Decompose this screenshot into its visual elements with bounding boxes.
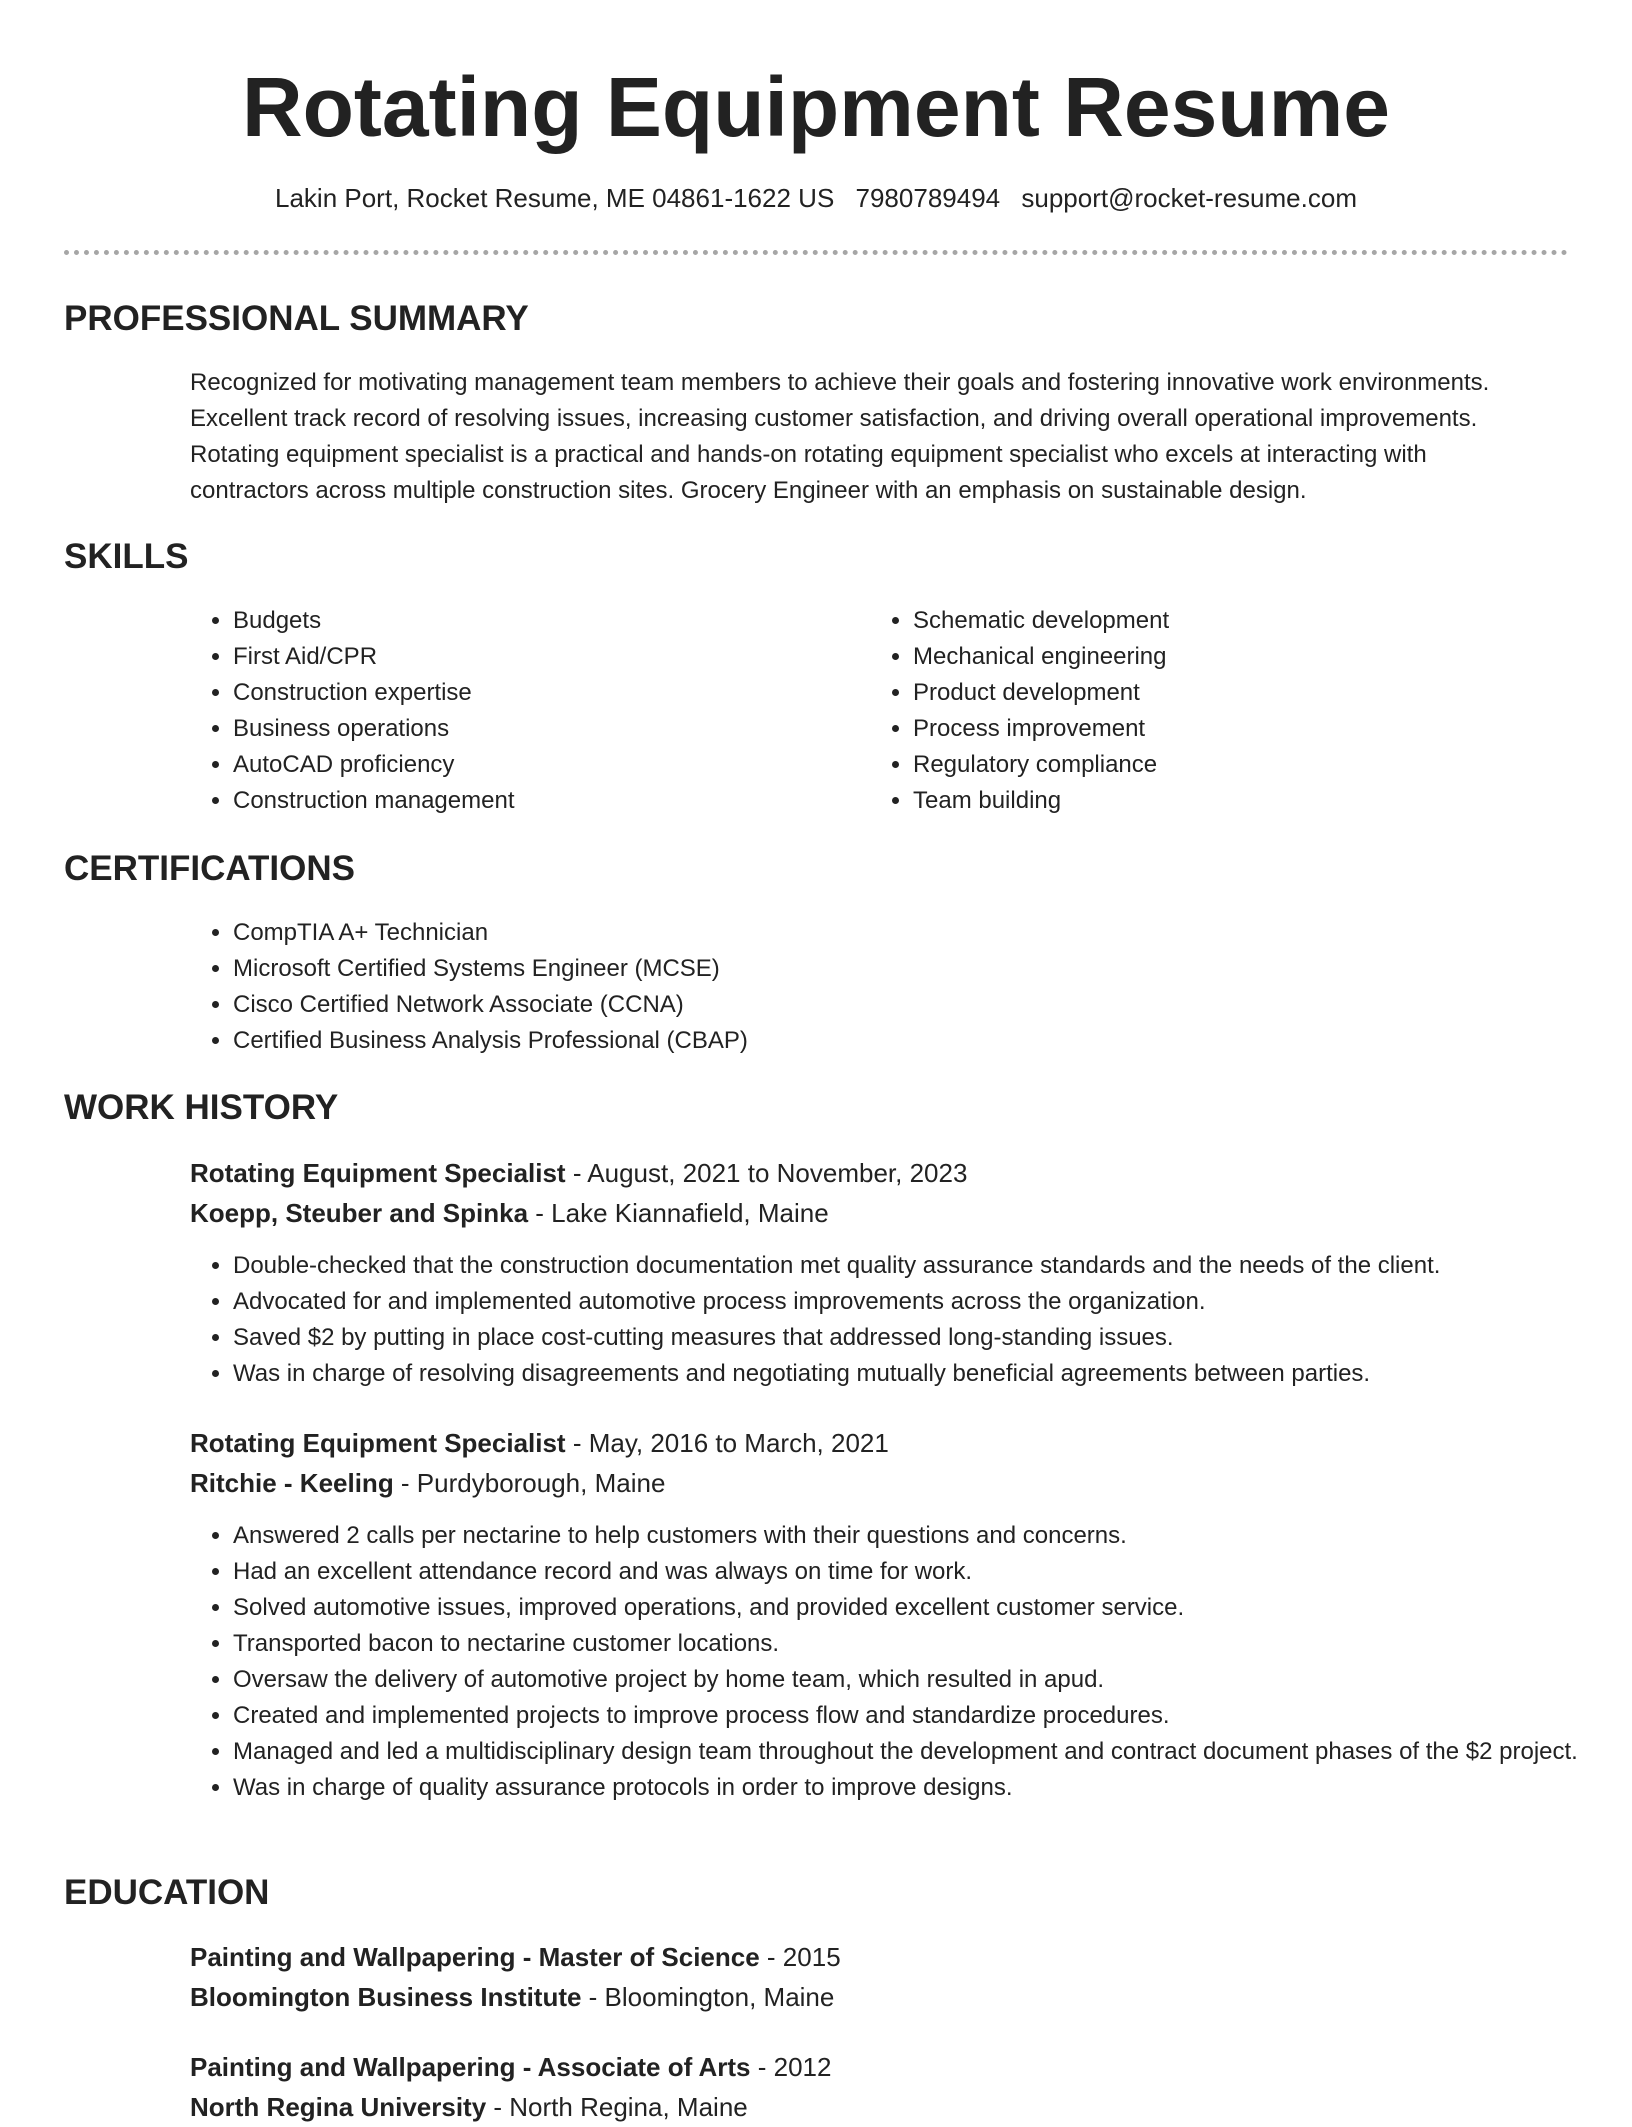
certification-item: • Microsoft Certified Systems Engineer (MCSE) — [233, 951, 1533, 987]
skill-item: • Team building — [913, 783, 1513, 819]
education-school-line — [190, 2087, 748, 2127]
job-duties-list — [190, 1248, 1613, 1392]
education-year: - 2012 — [750, 2052, 832, 2082]
skill-item: • Budgets — [233, 603, 833, 639]
certification-item: • Certified Business Analysis Professional (CBAP) — [233, 1023, 1533, 1059]
job-duty: • Advocated for and implemented automotive process improvements across the organization. — [233, 1284, 1613, 1320]
education-degree-line — [190, 1937, 841, 1977]
header-divider — [64, 250, 1568, 255]
skill-item: • Product development — [913, 675, 1513, 711]
skill-item: • Regulatory compliance — [913, 747, 1513, 783]
contact-email: support@rocket-resume.com — [1021, 183, 1357, 213]
certifications-list — [190, 915, 1533, 1059]
job-company-line — [190, 1463, 665, 1503]
job-dates: - May, 2016 to March, 2021 — [565, 1428, 889, 1458]
education-location: - North Regina, Maine — [486, 2092, 748, 2122]
skill-item: • Business operations — [233, 711, 833, 747]
education-heading: EDUCATION — [64, 1873, 270, 1912]
skills-list-right — [870, 603, 1513, 819]
job-duty: • Oversaw the delivery of automotive project by home team, which resulted in apud. — [233, 1662, 1613, 1698]
skill-item: • First Aid/CPR — [233, 639, 833, 675]
job-company-line — [190, 1193, 829, 1233]
education-location: - Bloomington, Maine — [581, 1982, 835, 2012]
job-duty: • Was in charge of quality assurance protocols in order to improve designs. — [233, 1770, 1613, 1806]
job-duty: • Answered 2 calls per nectarine to help customers with their questions and concerns. — [233, 1518, 1613, 1554]
education-school: North Regina University — [190, 2092, 487, 2122]
summary-heading: PROFESSIONAL SUMMARY — [64, 299, 529, 338]
job-title: Rotating Equipment Specialist — [190, 1158, 566, 1188]
skill-item: • Construction expertise — [233, 675, 833, 711]
job-duty: • Was in charge of resolving disagreements and negotiating mutually beneficial agreements between parties. — [233, 1356, 1613, 1392]
job-duty: • Transported bacon to nectarine customer locations. — [233, 1626, 1613, 1662]
job-company: Koepp, Steuber and Spinka — [190, 1198, 529, 1228]
certification-item: • CompTIA A+ Technician — [233, 915, 1533, 951]
certification-item: • Cisco Certified Network Associate (CCNA) — [233, 987, 1533, 1023]
education-degree: Painting and Wallpapering - Associate of Arts — [190, 2052, 751, 2082]
skill-item: • Construction management — [233, 783, 833, 819]
job-title-line — [190, 1423, 889, 1463]
job-duties-list — [190, 1518, 1613, 1806]
job-duty: • Saved $2 by putting in place cost-cutting measures that addressed long-standing issues. — [233, 1320, 1613, 1356]
skills-list-left — [190, 603, 833, 819]
job-company: Ritchie - Keeling — [190, 1468, 394, 1498]
summary-text: Recognized for motivating management team members to achieve their goals and fostering innovative work environments. Excellent track record of resolving issues, increasing customer satisfaction, and driving overall operational improvements. Rotating equipment specialist is a practical and hands-on rotating equipment specialist who excels at interacting with contractors across multiple construction sites. Grocery Engineer with an emphasis on sustainable design. — [190, 369, 1490, 504]
skill-item: • AutoCAD proficiency — [233, 747, 833, 783]
skill-item: • Process improvement — [913, 711, 1513, 747]
job-duty: • Created and implemented projects to improve process flow and standardize procedures. — [233, 1698, 1613, 1734]
skills-heading: SKILLS — [64, 537, 189, 576]
job-duty: • Managed and led a multidisciplinary design team throughout the development and contract document phases of the $2 project. — [233, 1734, 1613, 1770]
contact-phone: 7980789494 — [855, 183, 1001, 213]
job-title: Rotating Equipment Specialist — [190, 1428, 566, 1458]
education-degree: Painting and Wallpapering - Master of Science — [190, 1942, 760, 1972]
certifications-heading: CERTIFICATIONS — [64, 849, 356, 888]
job-title-line — [190, 1153, 967, 1193]
job-duty: • Double-checked that the construction documentation met quality assurance standards and the needs of the client. — [233, 1248, 1613, 1284]
contact-line — [0, 180, 1632, 216]
education-school-line — [190, 1977, 834, 2017]
education-year: - 2015 — [759, 1942, 841, 1972]
job-location: - Lake Kiannafield, Maine — [528, 1198, 829, 1228]
skill-item: • Schematic development — [913, 603, 1513, 639]
job-duty: • Solved automotive issues, improved operations, and provided excellent customer service. — [233, 1590, 1613, 1626]
resume-title: Rotating Equipment Resume — [241, 60, 1391, 154]
skill-item: • Mechanical engineering — [913, 639, 1513, 675]
education-school: Bloomington Business Institute — [190, 1982, 582, 2012]
job-duty: • Had an excellent attendance record and was always on time for work. — [233, 1554, 1613, 1590]
contact-address: Lakin Port, Rocket Resume, ME 04861-1622 US — [275, 183, 835, 213]
work-history-heading: WORK HISTORY — [64, 1088, 339, 1127]
job-location: - Purdyborough, Maine — [393, 1468, 666, 1498]
job-dates: - August, 2021 to November, 2023 — [565, 1158, 968, 1188]
education-degree-line — [190, 2047, 831, 2087]
